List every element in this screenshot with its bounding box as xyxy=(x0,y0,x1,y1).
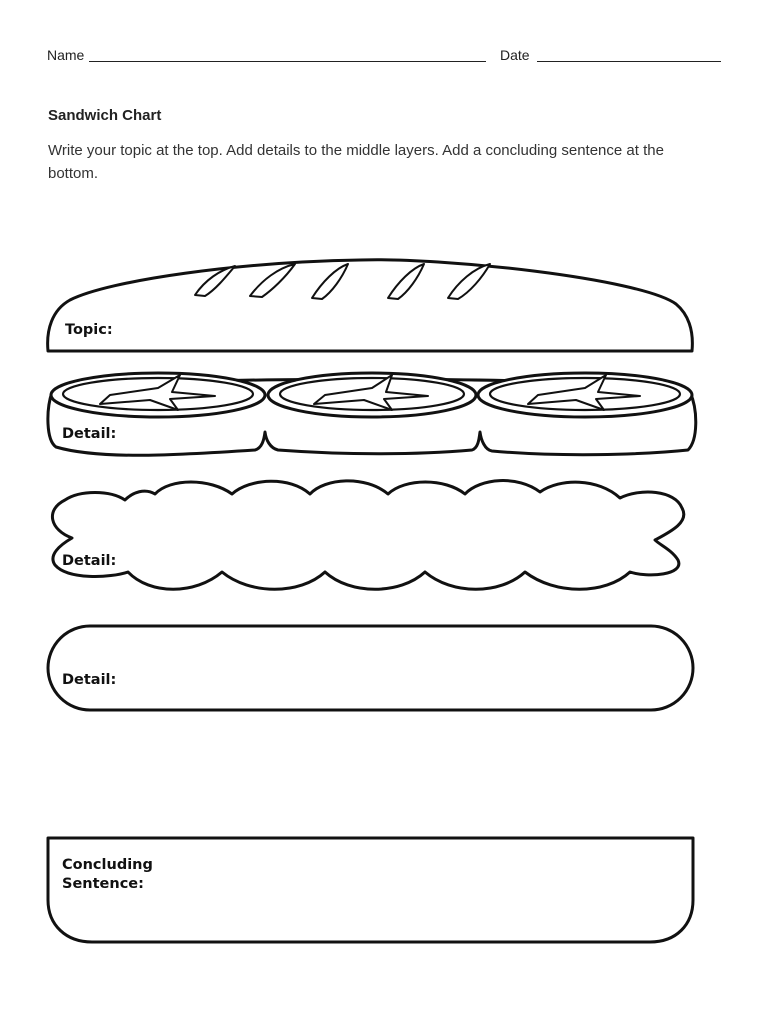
bottom-bun xyxy=(48,838,693,942)
date-label: Date xyxy=(500,47,530,63)
meat-detail-label: Detail: xyxy=(62,672,117,688)
top-bun xyxy=(48,260,693,351)
worksheet-instructions: Write your topic at the top. Add details to the middle layers. Add a concluding sentence at the bottom. xyxy=(48,142,664,182)
tomato-detail-label: Detail: xyxy=(62,426,117,442)
lettuce-detail-label: Detail: xyxy=(62,553,117,569)
topic-label: Topic: xyxy=(65,322,113,338)
concluding-label-line2: Sentence: xyxy=(62,876,144,892)
name-label: Name xyxy=(47,47,85,63)
concluding-label-line1: Concluding xyxy=(62,857,153,873)
worksheet-title: Sandwich Chart xyxy=(48,107,162,124)
meat-layer xyxy=(48,626,693,710)
lettuce-layer xyxy=(52,481,683,590)
